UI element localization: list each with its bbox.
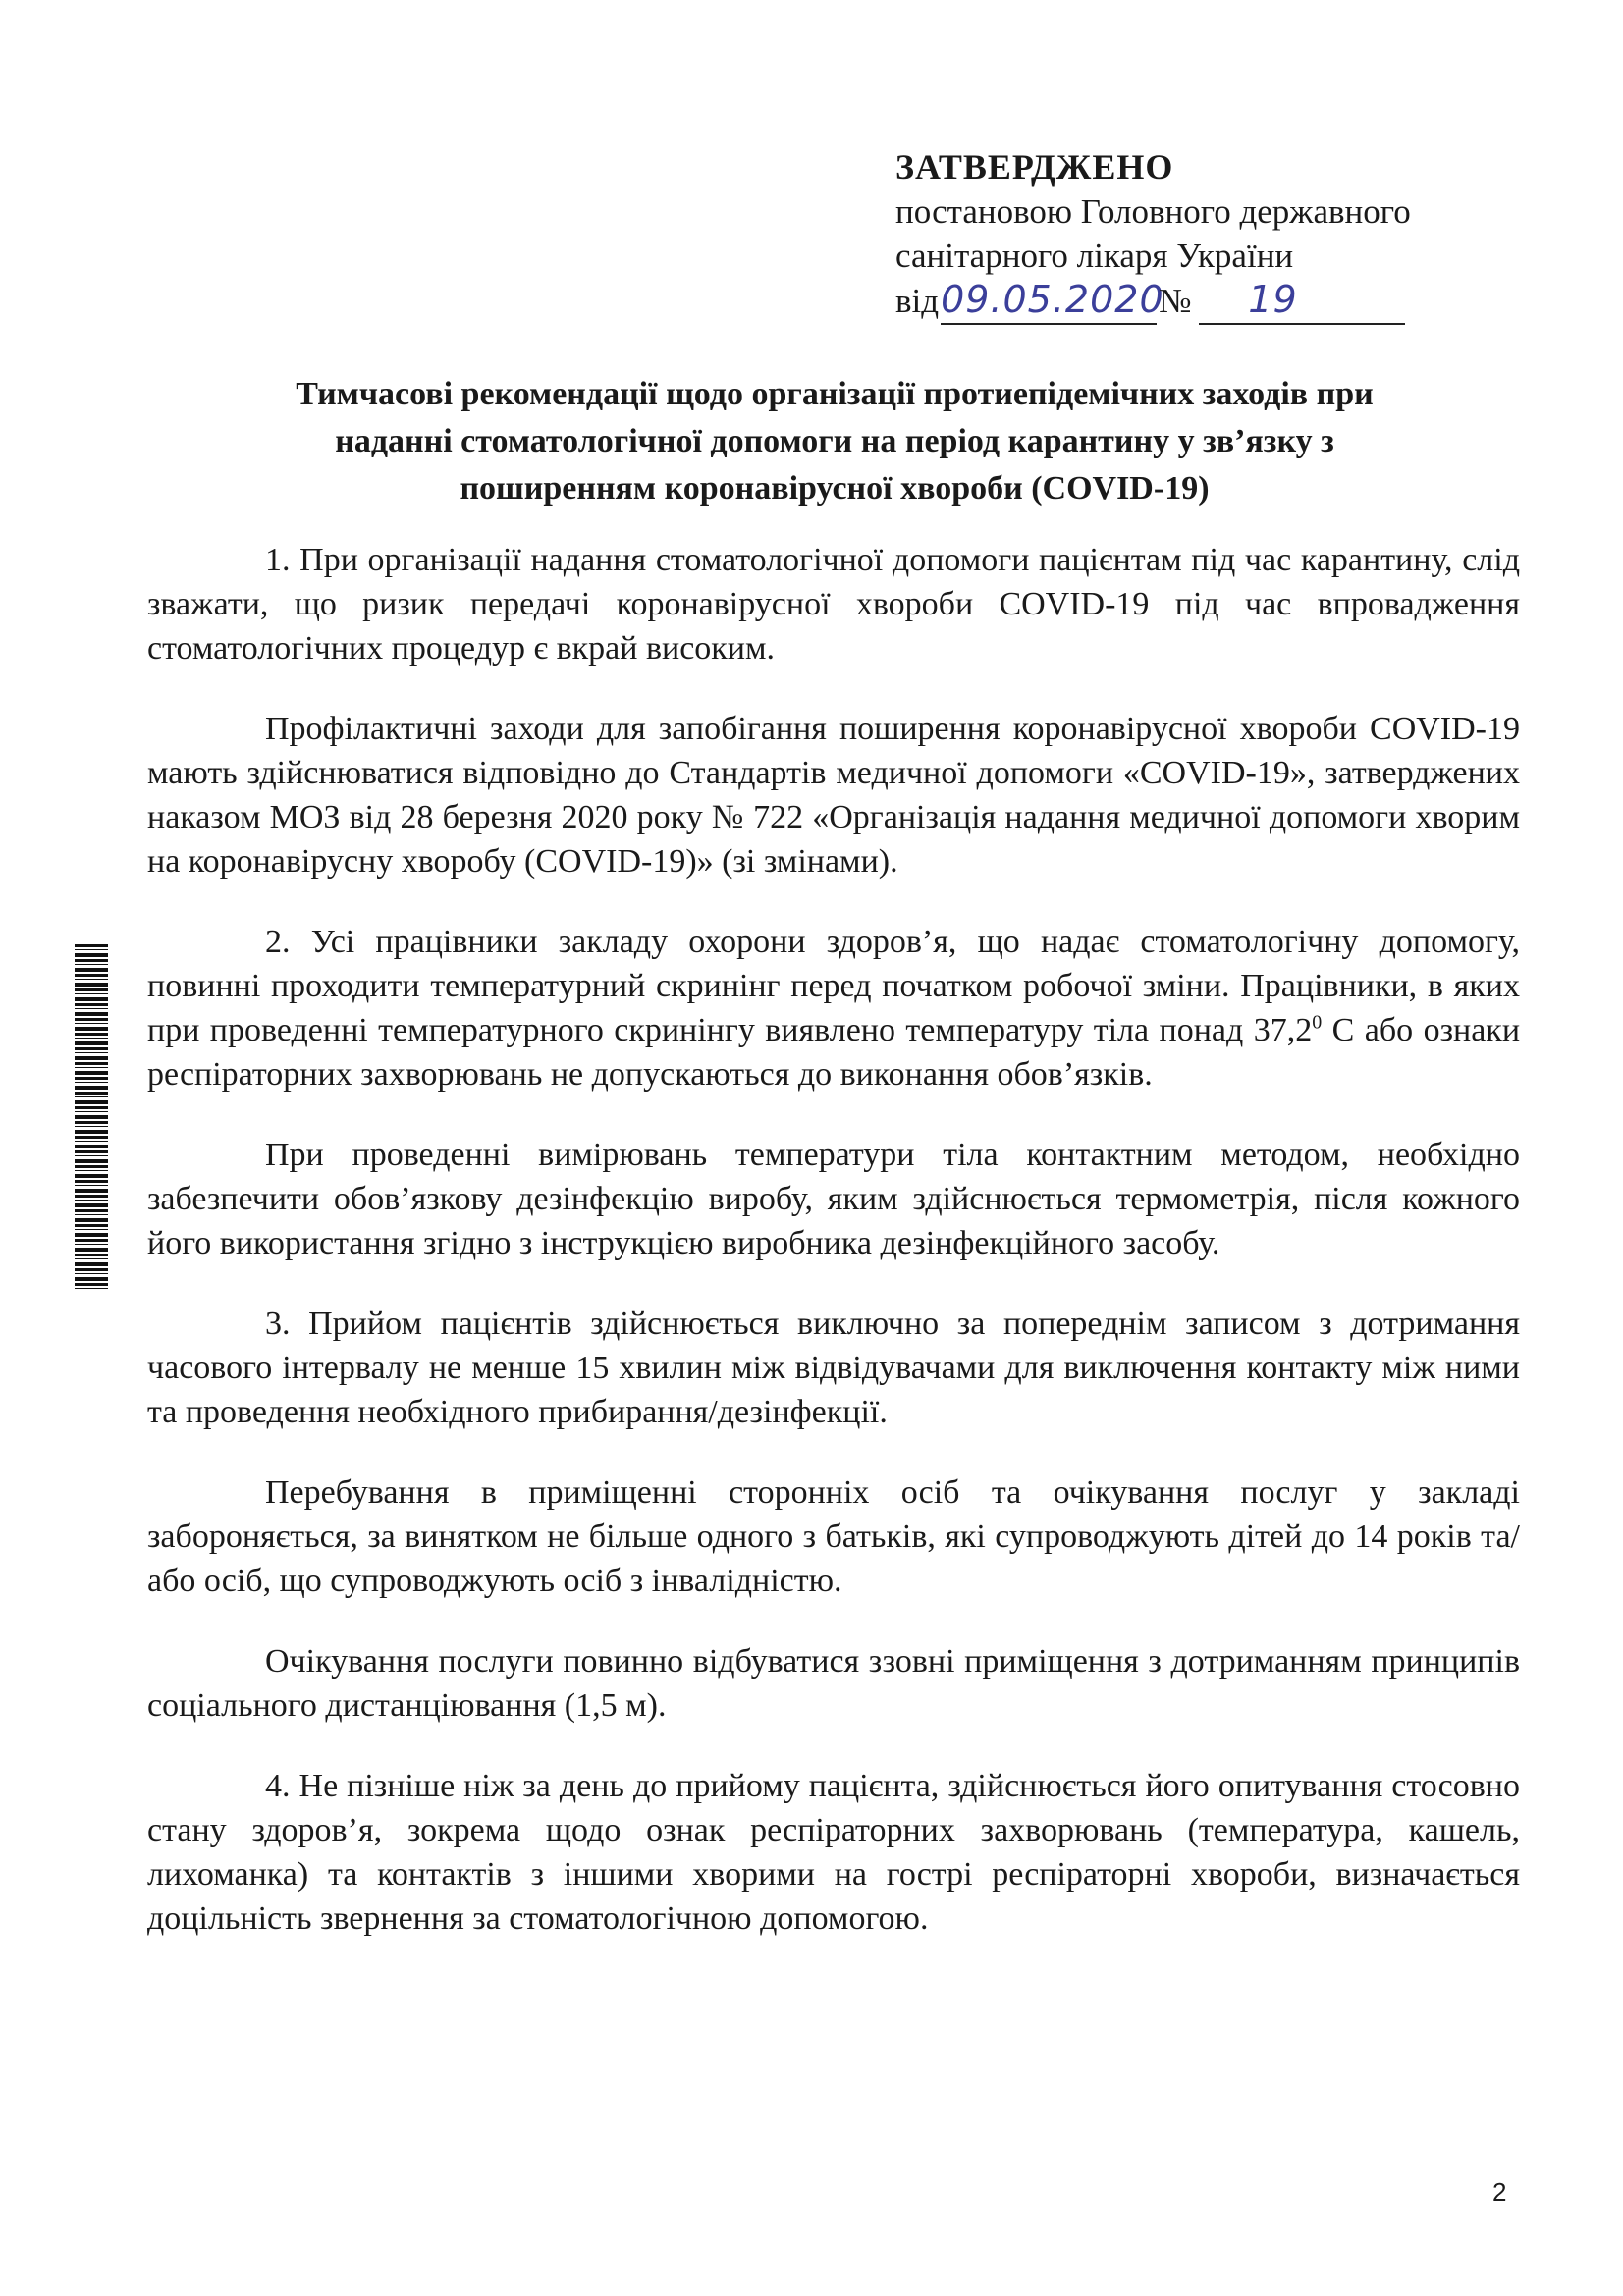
approval-stamp-block xyxy=(895,145,1485,325)
title-line-1: Тимчасові рекомендації щодо організації протиепідемічних заходів при xyxy=(296,376,1374,412)
paragraph-7: Очікування послуги повинно відбуватися ззовні приміщення з дотриманням принципів соціального дистанціювання (1,5 м). xyxy=(147,1643,1520,1724)
paragraph-3-text-b: С або ознаки респіраторних захворювань не допускаються до виконання обов’язків. xyxy=(147,1012,1521,1093)
approval-line-2: санітарного лікаря України xyxy=(895,237,1294,275)
paragraph-5: 3. Прийом пацієнтів здійснюється виключно за попереднім записом з дотримання часового інтервалу не менше 15 хвилин між відвідувачами для виключення контакту між ними та проведення необхідного прибирання/дезінфекції. xyxy=(147,1306,1520,1430)
paragraph-3-text-a: 2. Усі працівники закладу охорони здоров’я, що надає стоматологічну допомогу, повинні проходити температурний скринінг перед початком робочої зміни. Працівники, в яких при проведенні температурного скринінгу виявлено температуру тіла понад 37,2 xyxy=(147,924,1520,1048)
number-field xyxy=(1199,278,1405,325)
paragraph-1: 1. При організації надання стоматологічної допомоги пацієнтам під час карантину, слід зважати, що ризик передачі коронавірусної хвороби COVID-19 під час впровадження стоматологічних процедур є вкрай високим. xyxy=(147,542,1520,667)
paragraph-6: Перебування в приміщенні сторонніх осіб та очікування послуг у закладі забороняється, за винятком не більше одного з батьків, які супроводжують дітей до 14 років та/або осіб, що супроводжують осіб з інвалідністю. xyxy=(147,1474,1520,1599)
barcode-bars xyxy=(75,944,108,1292)
side-barcode xyxy=(39,944,118,1292)
handwritten-number: 19 xyxy=(1248,278,1298,321)
approval-heading: ЗАТВЕРДЖЕНО xyxy=(895,147,1174,187)
approval-date-line xyxy=(895,278,1485,325)
number-label: № xyxy=(1159,282,1192,320)
handwritten-date: 09.05.2020 xyxy=(941,278,1164,321)
page-number: 2 xyxy=(1492,2177,1507,2207)
paragraph-2: Профілактичні заходи для запобігання поширення коронавірусної хвороби COVID-19 мають здійснюватися відповідно до Стандартів медичної допомоги «COVID-19», затверджених наказом МОЗ від 28 березня 2020 року № 722 «Організація надання медичної допомоги хворим на коронавірусну хворобу (COVID-19)» (зі змінами). xyxy=(147,711,1520,880)
date-field xyxy=(941,278,1164,325)
paragraph-4: При проведенні вимірювань температури тіла контактним методом, необхідно забезпечити обов’язкову дезінфекцію виробу, яким здійснюється термометрія, після кожного його використання згідно з інструкцією виробника дезінфекційного засобу. xyxy=(147,1137,1520,1261)
paragraph-8: 4. Не пізніше ніж за день до прийому пацієнта, здійснюється його опитування стосовно стану здоров’я, зокрема щодо ознак респіраторних захворювань (температура, кашель, лихоманка) та контактів з іншими хворими на гострі респіраторні хвороби, визначається доцільність звернення за стоматологічною допомогою. xyxy=(147,1768,1520,1937)
date-prefix: від xyxy=(895,282,940,320)
approval-line-1: постановою Головного державного xyxy=(895,192,1411,231)
degree-superscript: 0 xyxy=(1312,1011,1323,1034)
document-title xyxy=(147,371,1522,512)
document-body xyxy=(147,538,1520,1977)
title-line-3: поширенням коронавірусної хвороби (COVID-19) xyxy=(460,470,1210,507)
title-line-2: наданні стоматологічної допомоги на період карантину у зв’язку з xyxy=(335,423,1334,459)
paragraph-3 xyxy=(147,920,1520,1096)
